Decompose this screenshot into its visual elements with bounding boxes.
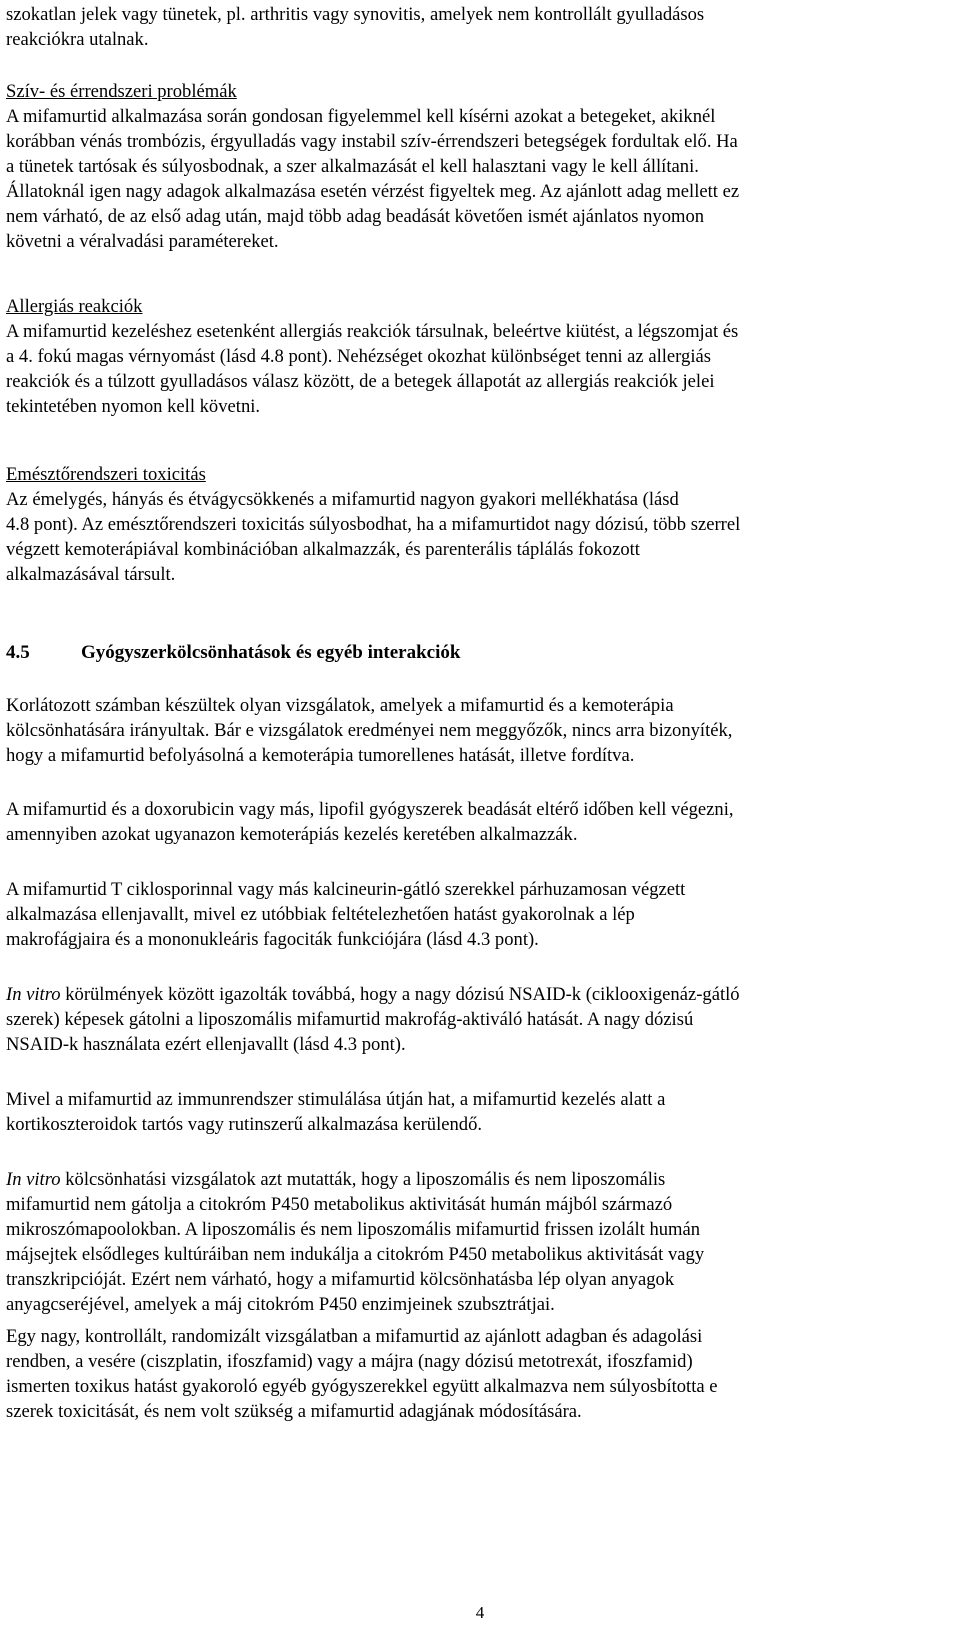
text-line [6, 982, 954, 1007]
text-line: kortikoszteroidok tartós vagy rutinszerű alkalmazása kerülendő. [6, 1114, 483, 1135]
subheading-cardiovascular: Szív- és érrendszeri problémák [6, 81, 237, 102]
text-line: a tünetek tartósak és súlyosbodnak, a szer alkalmazását el kell halasztani vagy le kell állítani. [6, 156, 699, 177]
text-line: rendben, a vesére (ciszplatin, ifoszfamid) vagy a májra (nagy dózisú metotrexát, ifoszfamid) [6, 1351, 693, 1372]
text-line: a 4. fokú magas vérnyomást (lásd 4.8 pont). Nehézséget okozhat különbséget tenni az allergiás [6, 346, 711, 367]
paragraph-cardiovascular [6, 79, 954, 254]
text-line: A mifamurtid kezeléshez esetenként allergiás reakciók társulnak, beleértve kiütést, a légszomjat és [6, 321, 739, 342]
paragraph-cyp450 [6, 1167, 954, 1317]
paragraph-doxorubicin [6, 797, 954, 847]
text-line: végzett kemoterápiával kombinációban alkalmazzák, és parenterális táplálás fokozott [6, 539, 640, 560]
paragraph-chemo-interaction [6, 693, 954, 768]
text-line: amennyiben azokat ugyanazon kemoterápiás kezelés keretében alkalmazzák. [6, 824, 578, 845]
italic-in-vitro: In vitro [6, 1169, 61, 1190]
text-line: korábban vénás trombózis, érgyulladás vagy instabil szív-érrendszeri betegségek fordultak elő. Ha [6, 131, 738, 152]
text-line [6, 1167, 954, 1192]
text-line: mifamurtid nem gátolja a citokróm P450 metabolikus aktivitását humán májból származó [6, 1194, 673, 1215]
paragraph-corticosteroids [6, 1087, 954, 1137]
text-line: szokatlan jelek vagy tünetek, pl. arthritis vagy synovitis, amelyek nem kontrollált gyulladásos [6, 4, 705, 25]
text-line: Mivel a mifamurtid az immunrendszer stimulálása útján hat, a mifamurtid kezelés alatt a [6, 1089, 666, 1110]
text-line: mikroszómapoolokban. A liposzomális és nem liposzomális mifamurtid frissen izolált humán [6, 1219, 701, 1240]
text-line: transzkripcióját. Ezért nem várható, hogy a mifamurtid kölcsönhatásba lép olyan anyagok [6, 1269, 675, 1290]
text-line: alkalmazása ellenjavallt, mivel ez utóbbiak feltételezhetően hatást gyakorolnak a lép [6, 904, 635, 925]
text-line: reakciók és a túlzott gyulladásos válasz között, de a betegek állapotát az allergiás reakciók jelei [6, 371, 715, 392]
text-line: hogy a mifamurtid befolyásolná a kemoterápia tumorellenes hatását, illetve fordítva. [6, 745, 635, 766]
text-line: szerek) képesek gátolni a liposzomális mifamurtid makrofág-aktiváló hatását. A nagy dózisú [6, 1009, 694, 1030]
text-line: alkalmazásával társult. [6, 564, 176, 585]
section-title: Gyógyszerkölcsönhatások és egyéb interakciók [81, 642, 461, 663]
text-line: Az émelygés, hányás és étvágycsökkenés a mifamurtid nagyon gyakori mellékhatása (lásd [6, 489, 679, 510]
text-line: reakciókra utalnak. [6, 29, 149, 50]
text-line: anyagcseréjével, amelyek a máj citokróm P450 enzimjeinek szubsztrátjai. [6, 1294, 555, 1315]
paragraph-controlled-study [6, 1324, 954, 1424]
subheading-allergy: Allergiás reakciók [6, 296, 143, 317]
text-line: makrofágjaira és a mononukleáris fagociták funkciójára (lásd 4.3 pont). [6, 929, 539, 950]
paragraph-intro [6, 2, 954, 52]
text-line: Állatoknál igen nagy adagok alkalmazása esetén vérzést figyeltek meg. Az ajánlott adag mellett ez [6, 181, 740, 202]
text-line: NSAID-k használata ezért ellenjavallt (lásd 4.3 pont). [6, 1034, 406, 1055]
text-line: követni a véralvadási paramétereket. [6, 231, 279, 252]
text-line: Egy nagy, kontrollált, randomizált vizsgálatban a mifamurtid az ajánlott adagban és adagolási [6, 1326, 703, 1347]
text-line: A mifamurtid T ciklosporinnal vagy más kalcineurin-gátló szerekkel párhuzamosan végzett [6, 879, 686, 900]
italic-in-vitro: In vitro [6, 984, 61, 1005]
text-line: nem várható, de az első adag után, majd több adag beadását követően ismét ajánlatos nyomon [6, 206, 705, 227]
page-number: 4 [475, 1603, 485, 1622]
text-line: szerek toxicitását, és nem volt szükség a mifamurtid adagjának módosítására. [6, 1401, 582, 1422]
text-fragment: kölcsönhatási vizsgálatok azt mutatták, hogy a liposzomális és nem liposzomális [60, 1169, 666, 1190]
paragraph-gi-toxicity [6, 462, 954, 587]
subheading-gi-toxicity: Emésztőrendszeri toxicitás [6, 464, 206, 485]
text-fragment: körülmények között igazolták továbbá, hogy a nagy dózisú NSAID-k (ciklooxigenáz-gátló [60, 984, 740, 1005]
text-line: tekintetében nyomon kell követni. [6, 396, 261, 417]
section-heading [6, 640, 460, 665]
paragraph-nsaid [6, 982, 954, 1057]
text-line: Korlátozott számban készültek olyan vizsgálatok, amelyek a mifamurtid és a kemoterápia [6, 695, 674, 716]
paragraph-allergy [6, 294, 954, 419]
text-line: A mifamurtid és a doxorubicin vagy más, lipofil gyógyszerek beadását eltérő időben kell végezni, [6, 799, 734, 820]
text-line: kölcsönhatására irányultak. Bár e vizsgálatok eredményei nem meggyőzők, nincs arra bizonyíték, [6, 720, 733, 741]
text-line: májsejtek elsődleges kultúráiban nem indukálja a citokróm P450 metabolikus aktivitását vagy [6, 1244, 705, 1265]
text-line: ismerten toxikus hatást gyakoroló egyéb gyógyszerekkel együtt alkalmazva nem súlyosbította e [6, 1376, 718, 1397]
paragraph-ciclosporin [6, 877, 954, 952]
section-number: 4.5 [6, 642, 30, 663]
text-line: 4.8 pont). Az emésztőrendszeri toxicitás súlyosbodhat, ha a mifamurtidot nagy dózisú, több szerrel [6, 514, 741, 535]
text-line: A mifamurtid alkalmazása során gondosan figyelemmel kell kísérni azokat a betegeket, akiknél [6, 106, 716, 127]
